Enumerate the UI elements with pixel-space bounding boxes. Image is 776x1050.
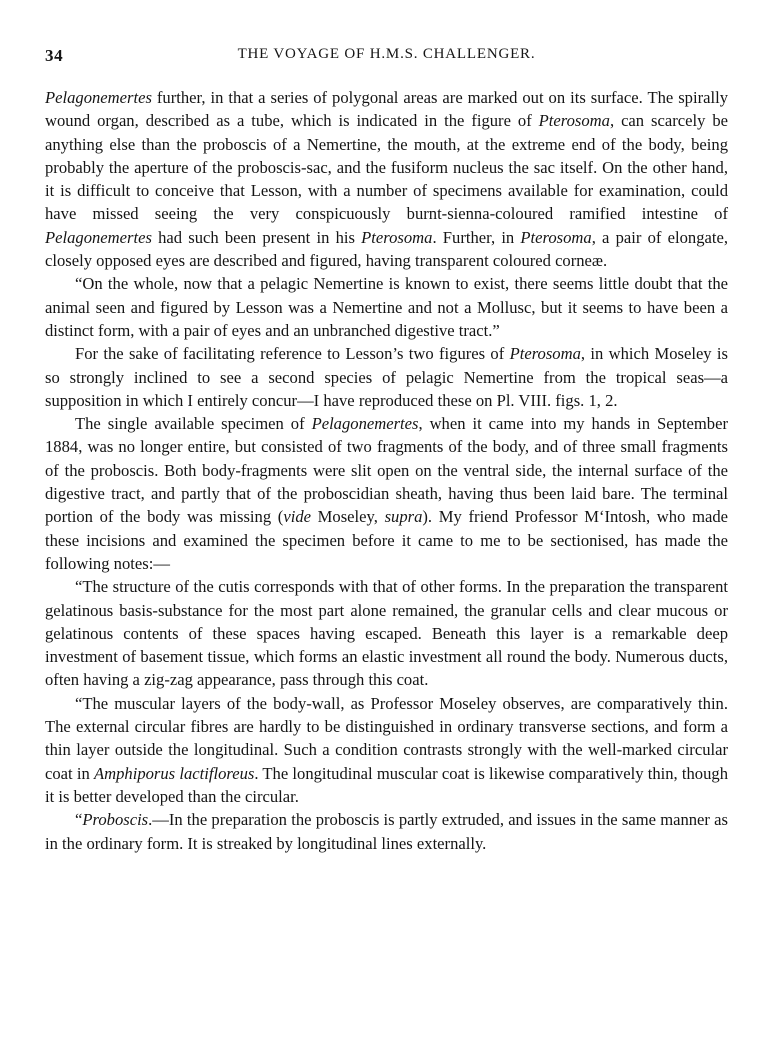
text-run: .—In the preparation the proboscis is partly extruded, and issues in the same manner as in the ordinary form. It is streaked by longitudinal lines externally. [45,810,728,853]
text-run: , can scarcely be anything else than the proboscis of a Nemertine, the mouth, at the extreme end of the body, being probably the aperture of the proboscis-sac, and the fusiform nucleus the sac itself. On the other hand, it is difficult to conceive that Lesson, with a number of specimens available for examination, could have missed seeing the very conspicuously burnt-sienna-coloured ramified intestine of [45,111,728,224]
italic-term: Pelagonemertes [45,227,152,247]
italic-term: Pterosoma [509,344,581,364]
running-title: THE VOYAGE OF H.M.S. CHALLENGER. [237,46,536,62]
italic-term: Amphiporus lactifloreus [94,763,255,783]
paragraph [45,412,728,575]
page [45,38,728,855]
text-run: “The muscular layers of the body-wall, as Professor Moseley observes, are comparatively thin. The external circular fibres are hardly to be distinguished in ordinary transverse sections, and form a thin layer outside the longitudinal. Such a condition contrasts strongly with the well-marked circular coat in [45,693,728,783]
body-text [45,86,728,855]
text-run: “ [75,810,83,830]
paragraph [45,692,728,808]
italic-term: Proboscis [82,810,149,830]
paragraph [45,575,728,691]
page-number: 34 [45,46,64,65]
italic-term: Pterosoma [361,227,433,247]
text-run: had such been present in his [151,227,362,247]
paragraph [45,342,728,412]
text-run: Moseley, [310,507,385,527]
italic-term: supra [384,507,423,527]
paragraph [45,86,728,272]
text-run: ). My friend Professor M‘Intosh, who made these incisions and examined the specimen before it came to me to be sectionised, has made the following notes:— [45,507,729,573]
paragraph [45,808,728,855]
text-run: . The longitudinal muscular coat is likewise comparatively thin, though it is better developed than the circular. [45,763,728,806]
italic-term: Pelagonemertes [45,88,152,107]
text-run: , a pair of elongate, closely opposed eyes are described and figured, having transparent coloured corneæ. [45,227,728,271]
italic-term: Pterosoma [520,227,592,247]
text-run: “On the whole, now that a pelagic Nemertine is known to exist, there seems little doubt that the animal seen and figured by Lesson was a Nemertine and not a Mollusc, but it seems to have been a distinct form, with a pair of eyes and an unbranched digestive tract.” [45,274,728,340]
text-run: “The structure of the cutis corresponds with that of other forms. In the preparation the transparent gelatinous basis-substance for the most part alone remained, the granular cells and clear mucous or gelatinous contents of these spaces having escaped. Beneath this layer is a remarkable deep investment of basement tissue, which forms an elastic investment all round the body. Numerous ducts, often having a zig-zag appearance, pass through this coat. [45,577,728,690]
text-run: For the sake of facilitating reference to Lesson’s two figures of [75,344,510,364]
text-run: The single available specimen of [75,414,312,434]
text-run: . Further, in [432,227,521,247]
page-header [45,38,728,68]
italic-term: Pelagonemertes [311,414,419,434]
italic-term: vide [283,507,311,527]
text-run: , in which Moseley is so strongly inclined to see a second species of pelagic Nemertine from the tropical seas—a supposition in which I entirely concur—I have reproduced these on Pl. VIII. figs. 1, 2. [45,344,728,410]
text-run: further, in that a series of polygonal areas are marked out on its surface. The spirally wound organ, described as a tube, which is indicated in the figure of [45,88,728,131]
text-run: , when it came into my hands in September 1884, was no longer entire, but consisted of two fragments of the body, and of three small fragments of the proboscis. Both body-fragments were slit open on the ventral side, the internal surface of the digestive tract, and partly that of the proboscidian sheath, having thus been laid bare. The terminal portion of the body was missing ( [45,414,728,527]
italic-term: Pterosoma [538,111,610,131]
paragraph [45,272,728,342]
